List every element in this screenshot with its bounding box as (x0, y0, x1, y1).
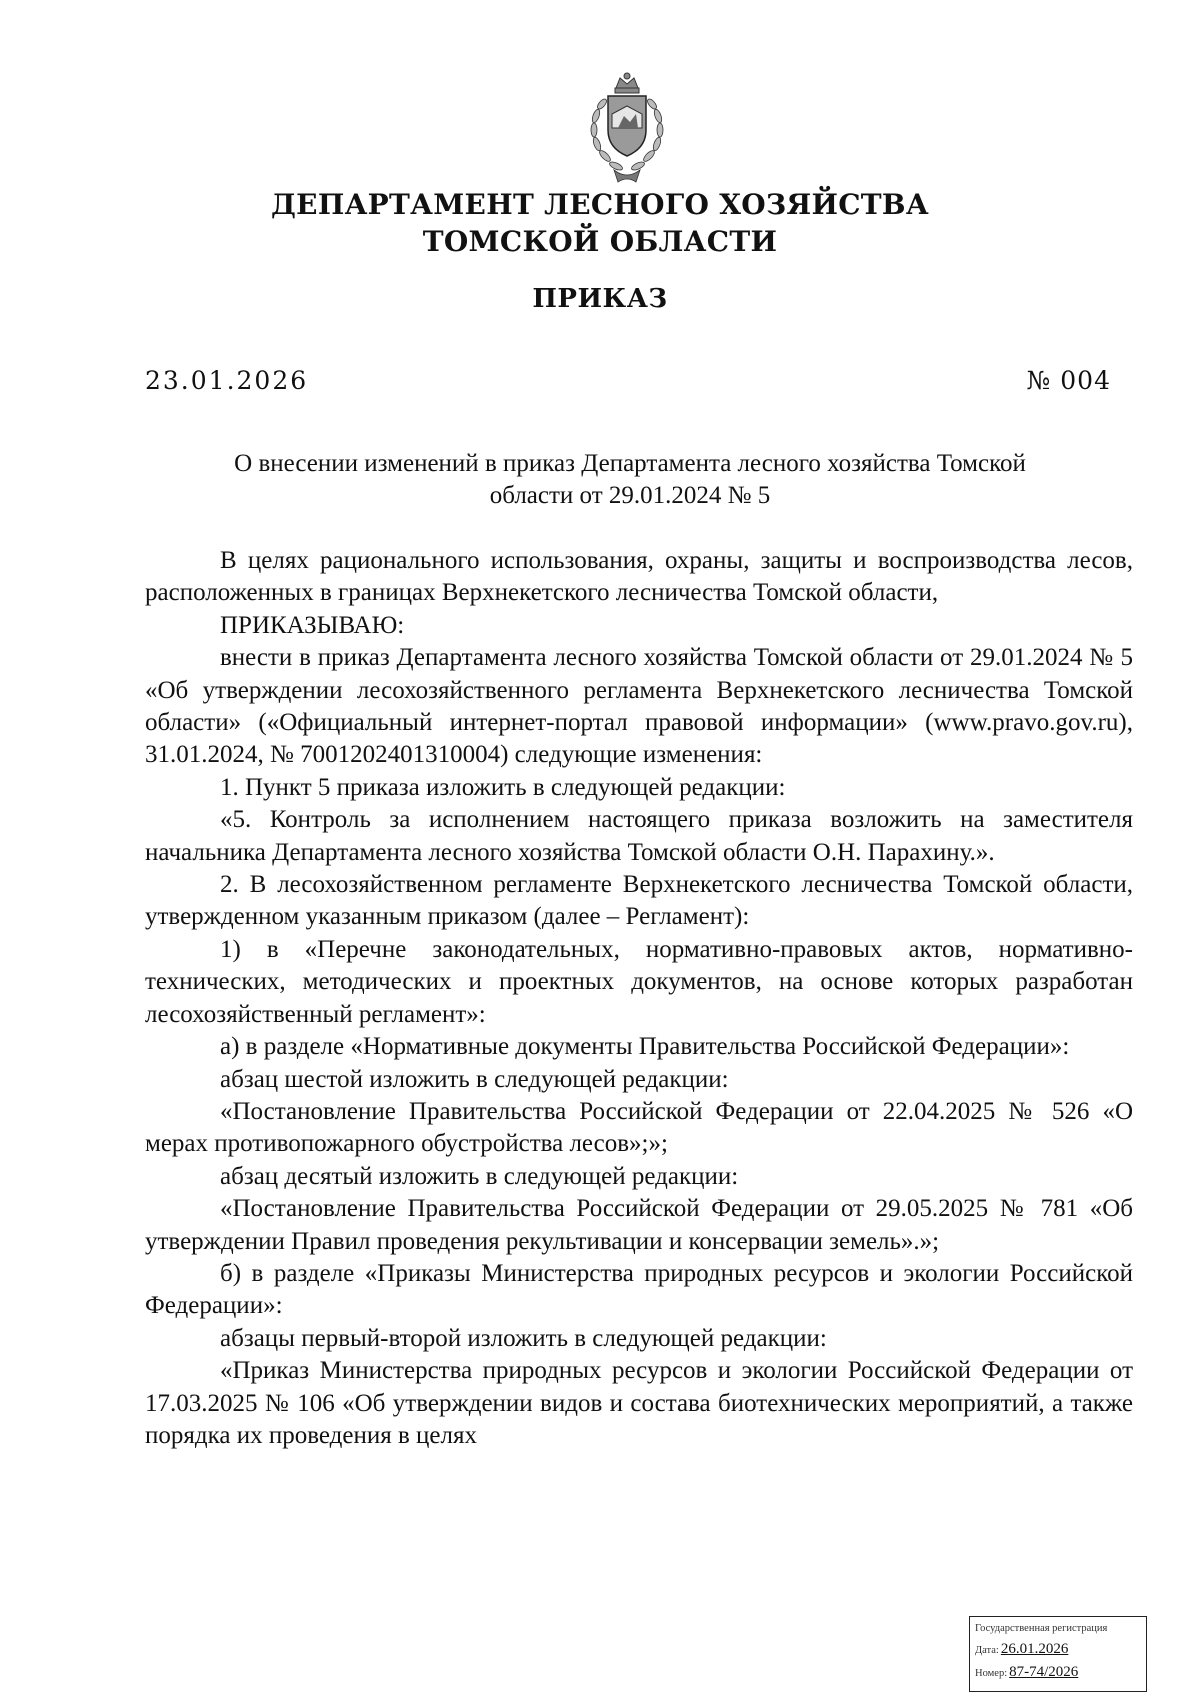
stamp-date-value: 26.01.2026 (1000, 1641, 1069, 1657)
body-paragraph: а) в разделе «Нормативные документы Правительства Российской Федерации»: (220, 1033, 1070, 1061)
body-paragraph: абзацы первый-второй изложить в следующей редакции: (220, 1324, 827, 1352)
body-paragraph: «Приказ Министерства природных ресурсов и экологии Российской Федерации от 17.03.2025 № 106 «Об утверждении видов и состава биотехнических мероприятий, а также порядка их проведения в целях (145, 1357, 1133, 1449)
stamp-number-value: 87-74/2026 (1009, 1664, 1079, 1680)
department-title-line1: ДЕПАРТАМЕНТ ЛЕСНОГО ХОЗЯЙСТВА (270, 188, 929, 221)
stamp-number-row (975, 1664, 1078, 1681)
body-paragraph: «Постановление Правительства Российской Федерации от 22.04.2025 № 526 «О мерах противопожарного обустройства лесов»;»; (145, 1097, 1133, 1158)
subject-line: О внесении изменений в приказ Департамента лесного хозяйства Томской (234, 450, 1026, 477)
body-paragraph: внести в приказ Департамента лесного хозяйства Томской области от 29.01.2024 № 5 «Об утверждении лесохозяйственного регламента Верхнекетского лесничества Томской области» («Официальный интернет-портал правовой информации» (www.pravo.gov.ru), 31.01.2024, № 7001202401310004) следующие изменения: (145, 644, 1133, 769)
body-paragraph: 1. Пункт 5 приказа изложить в следующей редакции: (220, 773, 786, 801)
stamp-date-row (975, 1641, 1068, 1658)
subject-line: области от 29.01.2024 № 5 (489, 482, 771, 509)
stamp-number-label: Номер: (975, 1668, 1008, 1679)
registration-stamp (969, 1616, 1147, 1692)
body-paragraph-order-word: ПРИКАЗЫВАЮ: (220, 611, 405, 639)
body-paragraph: «5. Контроль за исполнением настоящего приказа возложить на заместителя начальника Департамента лесного хозяйства Томской области О.Н. Парахину.». (145, 806, 1133, 866)
stamp-title: Государственная регистрация (975, 1623, 1108, 1634)
body-paragraph: абзац шестой изложить в следующей редакции: (220, 1065, 729, 1093)
body-paragraph: 2. В лесохозяйственном регламенте Верхнекетского лесничества Томской области, утвержденном указанным приказом (далее – Регламент): (145, 871, 1133, 931)
body-paragraph: «Постановление Правительства Российской Федерации от 29.05.2025 № 781 «Об утверждении Правил проведения рекультивации и консервации земель».»; (145, 1195, 1133, 1255)
order-body (145, 545, 1133, 1452)
body-paragraph: 1) в «Перечне законодательных, нормативно-правовых актов, нормативно-технических, методических и проектных документов, на основе которых разработан лесохозяйственный регламент»: (145, 935, 1133, 1028)
body-paragraph: В целях рационального использования, охраны, защиты и воспроизводства лесов, расположенных в границах Верхнекетского лесничества Томской области, (145, 547, 1133, 607)
department-title-line2: ТОМСКОЙ ОБЛАСТИ (422, 225, 778, 258)
order-date: 23.01.2026 (145, 366, 309, 395)
body-paragraph: абзац десятый изложить в следующей редакции: (220, 1162, 739, 1190)
body-paragraph: б) в разделе «Приказы Министерства природных ресурсов и экологии Российской Федерации»: (145, 1259, 1133, 1320)
coat-of-arms-icon (572, 70, 682, 188)
document-type: ПРИКАЗ (532, 284, 668, 314)
stamp-date-label: Дата: (975, 1645, 999, 1656)
order-number: № 004 (1026, 366, 1111, 395)
order-subject (190, 448, 1070, 512)
